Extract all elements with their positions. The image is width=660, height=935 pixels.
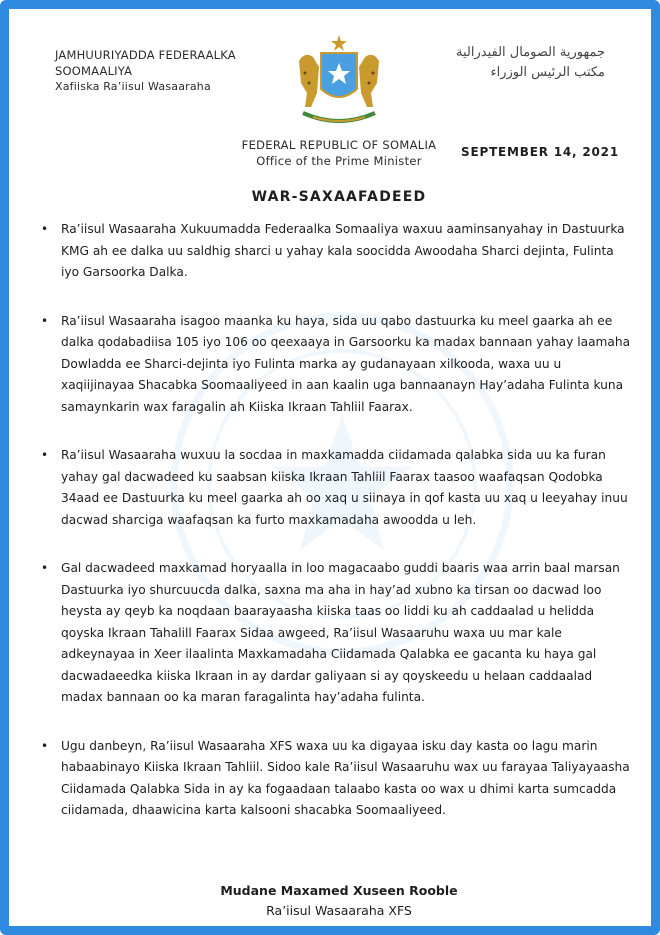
letterhead-republic-line2: SOOMAALIYA [55,64,133,78]
letterhead-somali [55,47,236,95]
paragraph-text: Gal dacwadeed maxkamad horyaalla in loo magacaabo guddi baaris waa arrin baal marsan Dastuurka iyo shurcuucda dalka, saxna ma aha in hay’ad xubno ka tirsan oo dacwad loo heysta ay qeyb ka noqdaan baarayaasha kiiska taas oo liddi ku ah caddaalad u helidda qoyska Ikraan Tahalill Faarax Sidaa awgeed, Ra’iisul Wasaaruhu waxa uu mar kale adkeynayaa in Xeer ilaalinta Maxkamadaha Ciidamada Qalabka ee gacanta ku haya gal dacwadaeedka kiiska Ikraan in ay dardar galiyaan si ay qoyskeedu u helaan caddaalad madax bannaan oo ka maran faragalinta hay’adaha fulinta. [61,561,620,704]
letterhead-arabic-office: مكتب الرئيس الوزراء [490,65,605,80]
bullet-icon: • [41,448,49,462]
signature-block [9,881,660,921]
paragraph [41,311,631,419]
paragraph [41,558,631,709]
somalia-coat-of-arms-icon [279,33,399,133]
bullet-icon: • [41,313,49,328]
paragraph-text: Ugu danbeyn, Ra’iisul Wasaaraha XFS waxa uu ka digayaa isku day kasta oo lagu marin habaabinayo Kiiska Ikraan Tahliil. Sidoo kale Ra’iisul Wasaaruhu wax uu farayaa Taliyayaasha Ciidamada Qalabka Sida in ay ka fogaadaan talaabo kasta oo wax u dhimi karta sumcadda ciidamada, dhaawicina karta kalsooni shacabka Soomaaliyeed. [61,738,630,817]
document-title: WAR-SAXAAFADEED [251,189,427,205]
paragraph [41,736,631,822]
paragraph-list [41,219,631,849]
paragraph [41,445,631,531]
bullet-icon: • [41,222,49,236]
bullet-icon: • [41,738,49,753]
letterhead-arabic-republic: جمهورية الصومال الفيدرالية [456,45,605,60]
letterhead-arabic [456,43,605,83]
document-date: SEPTEMBER 14, 2021 [461,145,619,159]
signatory-title: Ra’iisul Wasaaraha XFS [266,903,412,918]
paragraph [41,219,631,284]
signatory-name: Mudane Maxamed Xuseen Rooble [220,883,458,898]
letterhead-republic-line1: JAMHUURIYADDA FEDERAALKA [55,48,236,62]
bullet-icon: • [41,561,49,575]
paragraph-text: Ra’iisul Wasaaraha isagoo maanka ku haya, sida uu qabo dastuurka ku meel gaarka ah ee dalka qodabadiisa 105 iyo 106 oo qeexaaya in Garsoorku ka madax bannaan yahay laamaha Dowladda ee Sharci-dejinta iyo Fulinta marka ay gudanayaan xilkooda, waxa uu u xaqiijinayaa Shacabka Soomaaliyeed in aan kaalin uga bannaanayn Hay’adaha Fulinta kuna samaynkarin wax faragalin ah Kiiska Ikraan Tahliil Faarax. [61,313,631,414]
paragraph-text: Ra’iisul Wasaaraha Xukuumadda Federaalka Somaaliya waxuu aaminsanyahay in Dastuurka KMG ah ee dalka uu saldhig sharci u yahay kala soocidda Awoodaha Sharci dejinta, Fulinta iyo Garsoorka Dalka. [61,222,625,279]
letterhead-english-office: Office of the Prime Minister [256,154,422,168]
paragraph-text: Ra’iisul Wasaaraha wuxuu la socdaa in maxkamadda ciidamada qalabka sida uu ka furan yahay gal dacwadeed ku saabsan kiiska Ikraan Tahliil Faarax taasoo waafaqsan Qodobka 34aad ee Dastuurka ku meel gaarka ah oo xaq u siinaya in qof kasta uu xaq u leeyahay inuu dacwad sharciga waafaqsan ka furto maxkamadaha awoodda u leh. [61,448,628,527]
letterhead-english-republic: FEDERAL REPUBLIC OF SOMALIA [241,138,437,152]
letterhead-office: Xafiiska Ra’iisul Wasaaraha [55,80,211,93]
